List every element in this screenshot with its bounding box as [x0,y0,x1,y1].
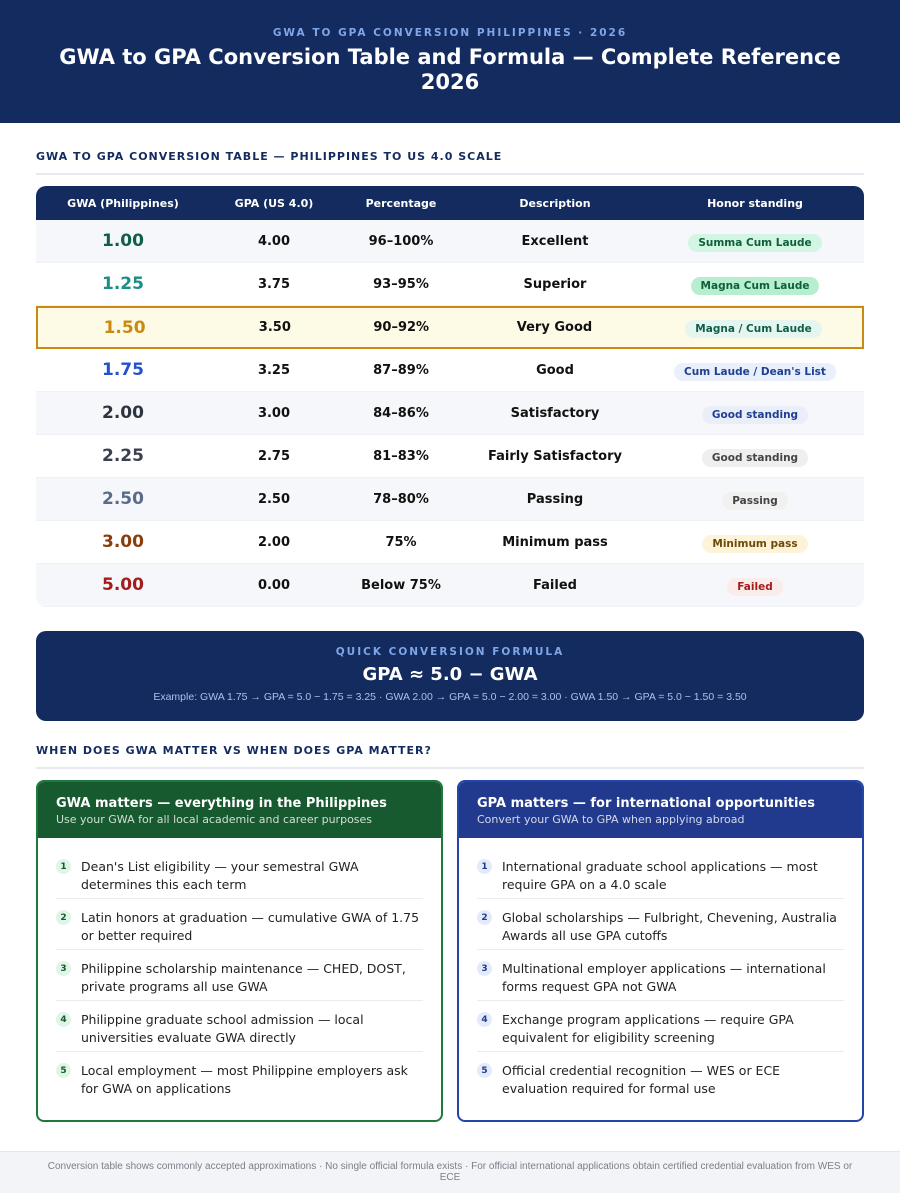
honor-badge: Good standing [702,406,808,424]
cell-description: Passing [526,491,584,507]
item-text: International graduate school applications — most require GPA on a 4.0 scale [502,859,818,892]
item-number: 1 [56,859,71,874]
cell-gwa: 2.00 [102,403,144,423]
formula-label: QUICK CONVERSION FORMULA [335,646,565,658]
list-item [477,899,844,950]
table-body [36,220,864,607]
cell-description: Good [536,362,574,378]
list-item [56,899,423,950]
list-item [56,1001,423,1052]
item-text: Official credential recognition — WES or ECE evaluation required for formal use [502,1063,781,1096]
cell-percentage: 78–80% [373,491,429,507]
table-row [36,220,864,263]
cell-gpa: 0.00 [257,577,291,593]
item-number: 4 [477,1012,492,1027]
list-item [477,1001,844,1052]
cell-honor [646,489,864,510]
column-header-description: Description [519,196,591,210]
cell-gpa: 4.00 [257,233,291,249]
cell-description: Superior [523,276,587,292]
cell-honor [646,274,864,295]
cell-gpa: 3.00 [257,405,291,421]
cell-percentage: 90–92% [373,320,430,335]
item-number: 1 [477,859,492,874]
formula-equation: GPA ≈ 5.0 − GWA [362,664,538,685]
honor-badge: Magna / Cum Laude [685,320,821,338]
cell-honor [646,575,864,596]
cell-gwa: 1.75 [102,360,144,380]
cell-gwa: 5.00 [102,575,144,595]
item-text: Dean's List eligibility — your semestral GWA determines this each term [81,859,359,892]
item-number: 3 [56,961,71,976]
table-row [36,306,864,349]
cell-percentage: 84–86% [373,405,429,421]
item-number: 4 [56,1012,71,1027]
cell-description: Minimum pass [502,534,608,550]
cell-percentage: 96–100% [368,233,434,249]
gwa-card-list [38,838,441,1103]
gwa-card-title: GWA matters — everything in the Philippines [56,796,387,811]
list-item [56,848,423,899]
honor-badge: Failed [727,578,782,596]
column-header-percentage: Percentage [365,196,437,210]
cell-description: Fairly Satisfactory [488,448,622,464]
cell-gwa: 1.50 [103,317,146,338]
honor-badge: Summa Cum Laude [688,234,821,252]
page-title: GWA to GPA Conversion Table and Formula — Complete Reference 2026 [59,45,841,94]
cell-gwa: 3.00 [102,532,144,552]
cell-honor [646,403,864,424]
cell-gpa: 2.50 [257,491,291,507]
honor-badge: Minimum pass [702,535,807,553]
gwa-card-header [38,782,441,838]
cell-gpa: 3.25 [257,362,291,378]
item-number: 5 [477,1063,492,1078]
item-text: Exchange program applications — require GPA equivalent for eligibility screening [502,1012,794,1045]
item-number: 5 [56,1063,71,1078]
honor-badge: Good standing [702,449,808,467]
cell-gpa: 2.75 [257,448,291,464]
table-row [36,392,864,435]
cell-honor [646,532,864,553]
cell-description: Very Good [516,320,593,335]
item-text: Global scholarships — Fulbright, Chevening, Australia Awards all use GPA cutoffs [502,910,837,943]
matter-section-title: WHEN DOES GWA MATTER VS WHEN DOES GPA MATTER? [36,744,864,769]
item-number: 2 [56,910,71,925]
table-row [36,263,864,306]
table-row [36,478,864,521]
honor-badge: Cum Laude / Dean's List [674,363,836,381]
item-number: 3 [477,961,492,976]
table-row [36,564,864,607]
gwa-matters-card [36,780,443,1122]
formula-example: Example: GWA 1.75 → GPA = 5.0 − 1.75 = 3.25 · GWA 2.00 → GPA = 5.0 − 2.00 = 3.00 · GWA 1.50 → GPA = 5.0 − 1.50 = 3.50 [153,691,747,703]
cell-gwa: 1.00 [102,231,144,251]
formula-box [36,631,864,721]
table-header-row [36,186,864,220]
page-header [0,0,900,123]
gpa-card-header [459,782,862,838]
cell-honor [646,446,864,467]
honor-badge: Magna Cum Laude [691,277,820,295]
conversion-table [36,186,864,607]
column-header-gpa: GPA (US 4.0) [234,196,314,210]
list-item [56,950,423,1001]
item-text: Local employment — most Philippine employers ask for GWA on applications [81,1063,408,1096]
table-section-title: GWA TO GPA CONVERSION TABLE — PHILIPPINES TO US 4.0 SCALE [36,150,864,175]
cell-honor [646,231,864,252]
item-text: Latin honors at graduation — cumulative GWA of 1.75 or better required [81,910,420,943]
gpa-card-title: GPA matters — for international opportunities [477,796,815,811]
cell-gpa: 3.75 [257,276,291,292]
cell-percentage: 81–83% [373,448,429,464]
gpa-card-list [459,838,862,1103]
gpa-matters-card [457,780,864,1122]
cell-gpa: 2.00 [257,534,291,550]
column-header-gwa: GWA (Philippines) [67,196,179,210]
honor-badge: Passing [722,492,788,510]
table-row [36,521,864,564]
list-item [477,1052,844,1103]
cell-gpa: 3.50 [258,320,291,335]
cell-percentage: 93–95% [373,276,429,292]
item-number: 2 [477,910,492,925]
cell-description: Failed [533,577,577,593]
table-row [36,435,864,478]
cell-percentage: 75% [385,534,417,550]
item-text: Multinational employer applications — international forms request GPA not GWA [502,961,826,994]
list-item [477,848,844,899]
item-text: Philippine scholarship maintenance — CHED, DOST, private programs all use GWA [81,961,406,994]
header-eyebrow: GWA TO GPA CONVERSION PHILIPPINES · 2026 [272,27,628,39]
footer-note: Conversion table shows commonly accepted approximations · No single official formula exists · For official international applications obtain certified credential evaluation from WES or ECE [0,1151,900,1193]
column-header-honor: Honor standing [707,196,803,210]
gwa-card-subtitle: Use your GWA for all local academic and career purposes [56,813,373,826]
cell-description: Satisfactory [510,405,600,421]
cell-percentage: Below 75% [361,577,441,593]
cell-honor [646,360,864,381]
list-item [56,1052,423,1103]
cell-gwa: 2.50 [102,489,144,509]
item-text: Philippine graduate school admission — local universities evaluate GWA directly [81,1012,364,1045]
cell-honor [645,317,862,338]
table-row [36,349,864,392]
list-item [477,950,844,1001]
cell-gwa: 1.25 [102,274,144,294]
cell-gwa: 2.25 [102,446,144,466]
gpa-card-subtitle: Convert your GWA to GPA when applying abroad [477,813,745,826]
cell-description: Excellent [521,233,589,249]
cell-percentage: 87–89% [373,362,429,378]
